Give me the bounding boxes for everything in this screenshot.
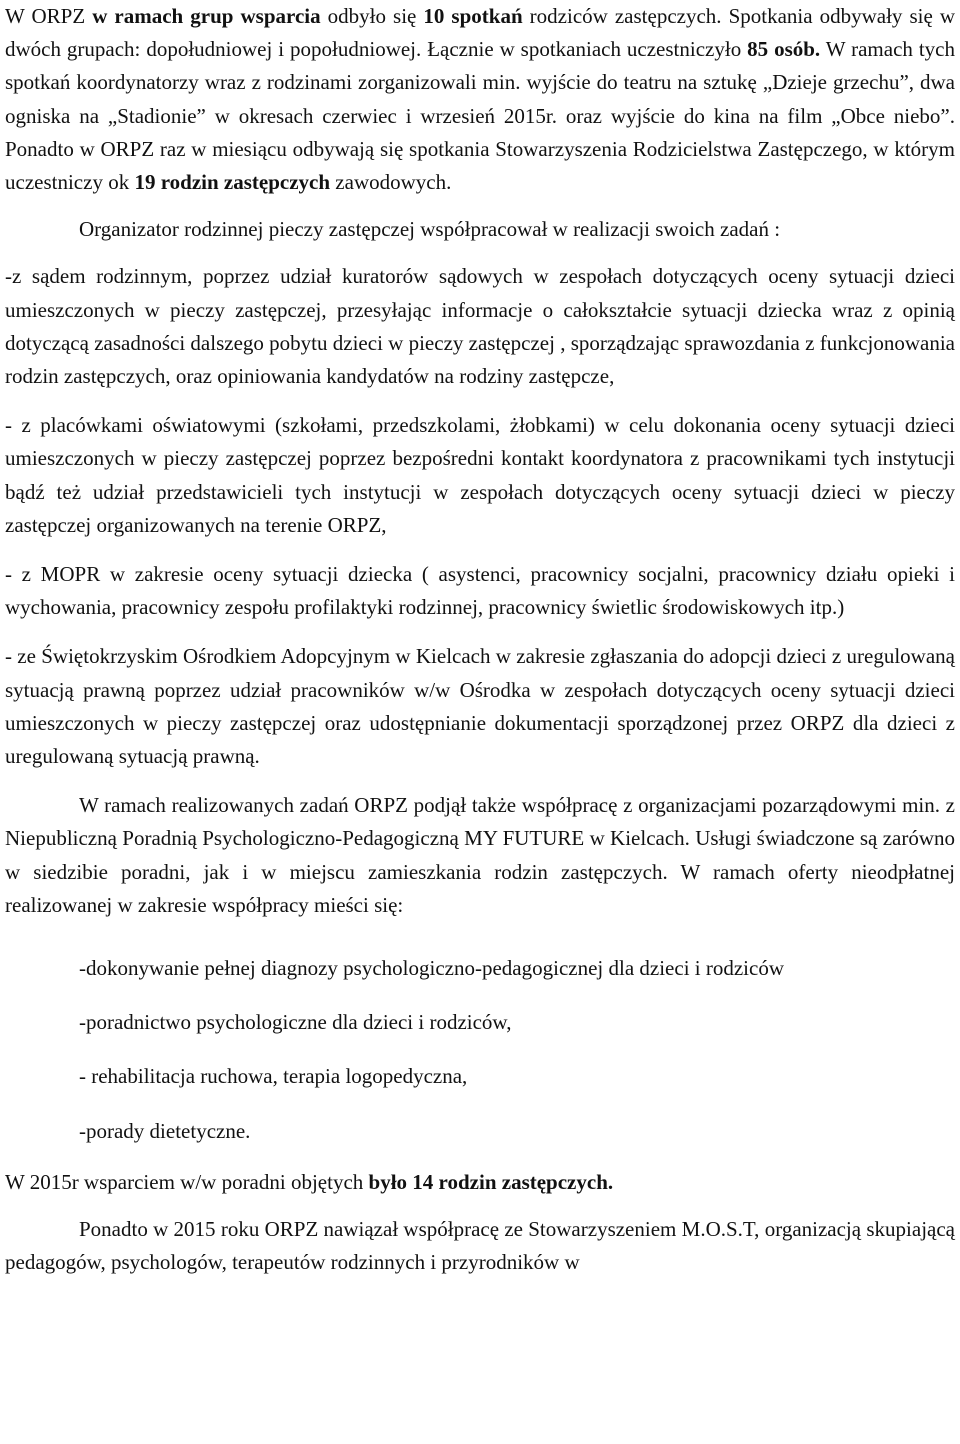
- text-segment: W ramach tych spotkań koordynatorzy wraz z rodzinami zorganizowali min. wyjście do teatru na sztukę „Dzieje grzechu”, dwa ogniska na „Stadionie” w okresach czerwiec i wrzesień 2015r. oraz wyjście do kina na film „Obce niebo”. Ponadto w ORPZ raz w miesiącu odbywają się spotkania Stowarzyszenia Rodzicielstwa Zastępczego, w którym uczestniczy ok: [5, 37, 956, 195]
- services-list: [5, 952, 955, 1148]
- spacer: [5, 624, 955, 640]
- bold-text: 10 spotkań: [423, 4, 523, 28]
- bold-text: 19 rodzin zastępczych: [134, 170, 331, 195]
- paragraph-most-association: Ponadto w 2015 roku ORPZ nawiązał współpracę ze Stowarzyszeniem M.O.S.T, organizacją skupiającą pedagogów, psychologów, terapeutów rodzinnych i przyrodników w: [5, 1217, 955, 1275]
- text-segment: rodziców zastępczych. Spotkania odbywały się w dwóch grupach: dopołudniowej i popołudniowej. Łącznie w spotkaniach uczestniczyło: [5, 4, 955, 62]
- paragraph-support-count: [5, 1166, 955, 1199]
- paragraph-family-court: -z sądem rodzinnym, poprzez udział kuratorów sądowych w zespołach dotyczących oceny sytuacji dzieci umieszczonych w pieczy zastępczej, przesyłając informacje o całokształcie sytuacji dziecka wraz z opinią dotyczącą zasadności dalszego pobytu dzieci w pieczy zastępczej , sporządzając sprawozdania z funkcjonowania rodzin zastępczych, oraz opiniowania kandydatów na rodziny zastępcze,: [5, 264, 955, 389]
- list-item: -dokonywanie pełnej diagnozy psychologiczno-pedagogicznej dla dzieci i rodziców: [79, 956, 784, 981]
- paragraph-schools: - z placówkami oświatowymi (szkołami, przedszkolami, żłobkami) w celu dokonania oceny sytuacji dzieci umieszczonych w pieczy zastępczej poprzez bezpośredni kontakt koordynatora z pracownikami tych instytucji bądź też udział przedstawicieli tych instytucji w zespołach dotyczących oceny sytuacji dzieci w pieczy zastępczej organizowanych na terenie ORPZ,: [5, 413, 955, 537]
- spacer: [5, 393, 955, 409]
- text-segment: W 2015r wsparciem w/w poradni objętych: [5, 1169, 369, 1194]
- list-item: -poradnictwo psychologiczne dla dzieci i rodziców,: [79, 1010, 512, 1035]
- paragraph-adoption-center: - ze Świętokrzyskim Ośrodkiem Adopcyjnym w Kielcach w zakresie zgłaszania do adopcji dzieci z uregulowaną sytuacją prawną poprzez udział pracowników w/w Ośrodka w zespołach dotyczących oceny sytuacji dzieci umieszczonych w pieczy zastępczej oraz udostępnianie dokumentacji sporządzonej przez ORPZ dla dzieci z uregulowaną sytuacją prawną.: [5, 644, 955, 769]
- bold-text: 85 osób.: [747, 37, 821, 62]
- list-item: - rehabilitacja ruchowa, terapia logopedyczna,: [79, 1064, 468, 1089]
- list-item: -porady dietetyczne.: [79, 1118, 251, 1143]
- paragraph-ngo-cooperation: W ramach realizowanych zadań ORPZ podjął także współpracę z organizacjami pozarządowymi min. z Niepubliczną Poradnią Psychologiczno-Pedagogiczną MY FUTURE w Kielcach. Usługi świadczone są zarówno w siedzibie poradni, jak i w miejscu zamieszkania rodzin zastępczych. W ramach oferty nieodpłatnej realizowanej w zakresie współpracy mieści się:: [5, 793, 955, 917]
- paragraph-cooperation-intro: Organizator rodzinnej pieczy zastępczej współpracował w realizacji swoich zadań :: [79, 217, 781, 242]
- spacer: [5, 199, 955, 213]
- document-page: [5, 0, 955, 1280]
- paragraph-support-groups: [5, 0, 955, 199]
- text-segment: odbyło się: [320, 4, 424, 28]
- spacer: [5, 1199, 955, 1213]
- bold-text: w ramach grup wsparcia: [92, 4, 321, 28]
- text-segment: W ORPZ: [5, 4, 93, 28]
- text-segment: zawodowych.: [330, 170, 452, 195]
- spacer: [5, 922, 955, 952]
- spacer: [5, 246, 955, 260]
- spacer: [5, 773, 955, 789]
- spacer: [5, 542, 955, 558]
- bold-text: było 14 rodzin zastępczych.: [368, 1169, 614, 1194]
- paragraph-mopr: - z MOPR w zakresie oceny sytuacji dziecka ( asystenci, pracownicy socjalni, pracownicy działu opieki i wychowania, pracownicy zespołu profilaktyki rodzinnej, pracownicy świetlic środowiskowych itp.): [5, 562, 955, 620]
